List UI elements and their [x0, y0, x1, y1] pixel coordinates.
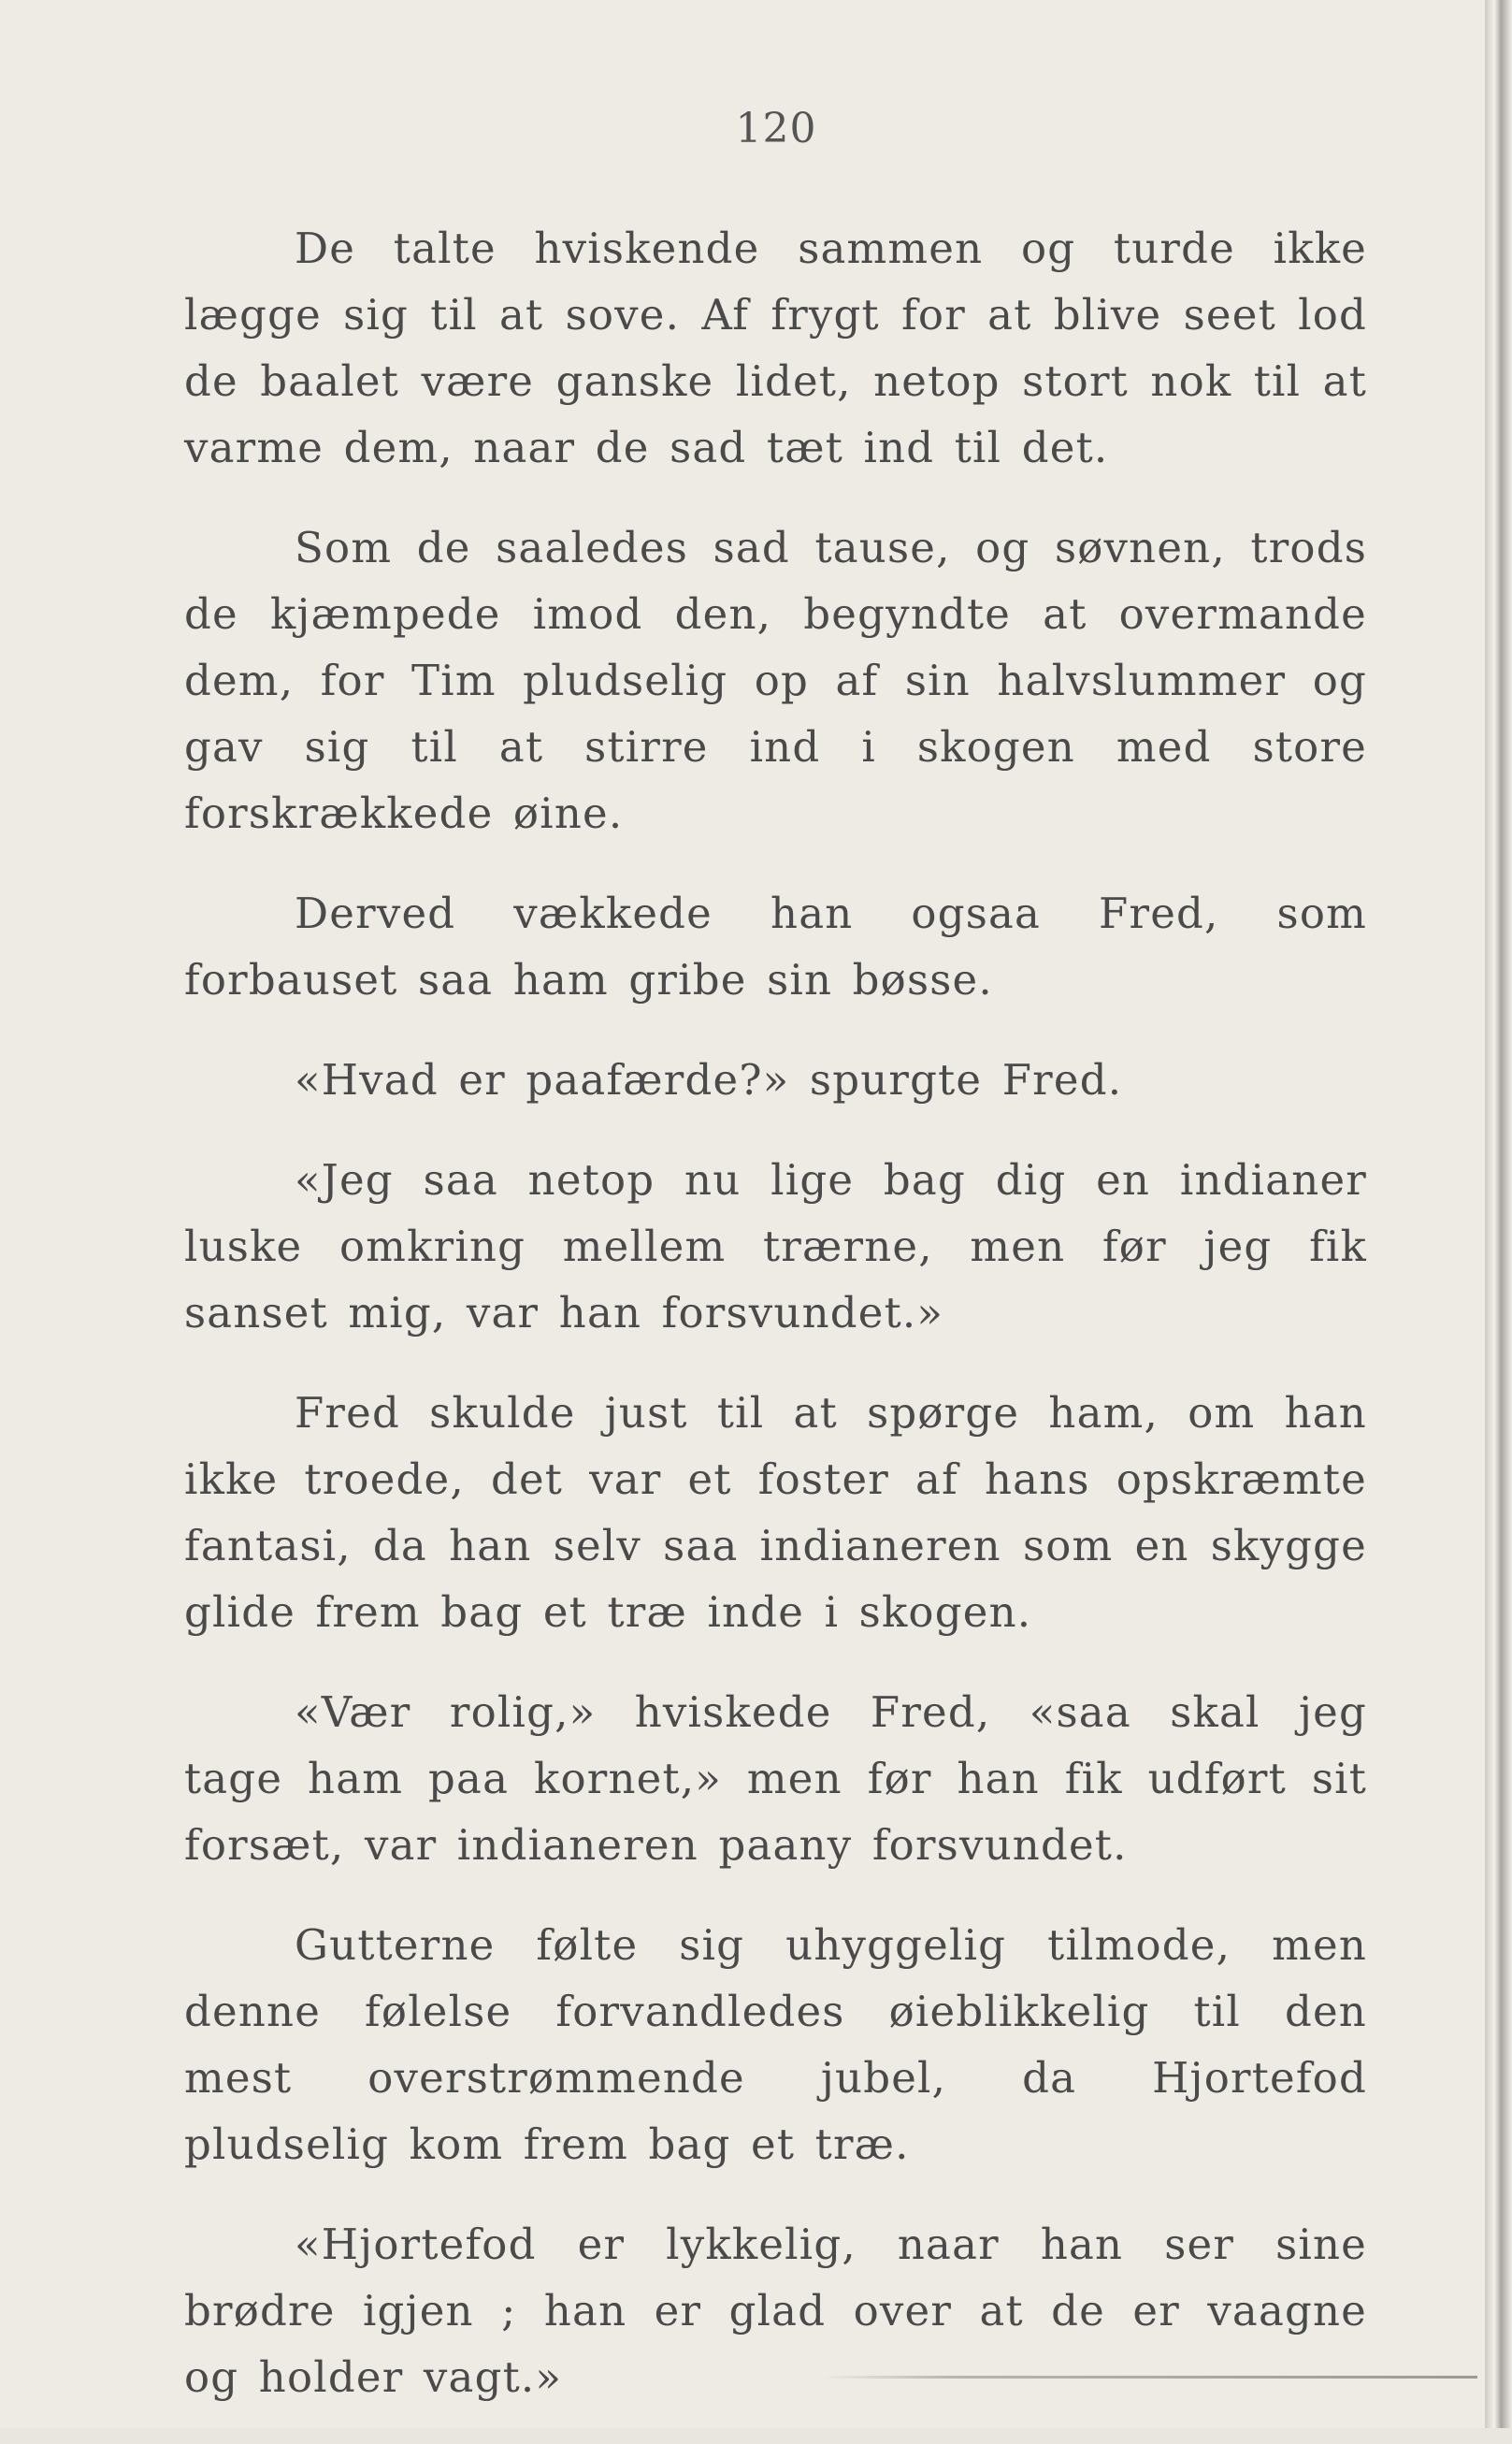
- paragraph: Derved vækkede han ogsaa Fred, som forbauset saa ham gribe sin bøsse.: [184, 889, 1367, 1005]
- paragraph: «Vær rolig,» hviskede Fred, «saa skal jeg tage ham paa kornet,» men før han fik udført sit forsæt, var indianeren paany forsvundet.: [184, 1687, 1367, 1870]
- paragraph: Som de saaledes sad tause, og søvnen, trods de kjæmpede imod den, begyndte at overmande dem, for Tim pludselig op af sin halvslummer og gav sig til at stirre ind i skogen med store forskrækkede øine.: [184, 523, 1367, 838]
- paragraph: Fred skulde just til at spørge ham, om han ikke troede, det var et foster af hans opskræmte fantasi, da han selv saa indianeren som en skygge glide frem bag et træ inde i skogen.: [184, 1388, 1367, 1637]
- paragraph: «Hvad er paafærde?» spurgte Fred.: [295, 1055, 1123, 1105]
- paragraph: De talte hviskende sammen og turde ikke lægge sig til at sove. Af frygt for at blive seet lod de baalet være ganske lidet, netop stort nok til at varme dem, naar de sad tæt ind til det.: [184, 224, 1367, 472]
- page-fold-line: [823, 2376, 1477, 2379]
- page-edge: [1485, 0, 1512, 2428]
- page-number: 120: [735, 105, 817, 152]
- paragraph: Gutterne følte sig uhyggelig tilmode, men denne følelse forvandledes øieblikkelig til den mest overstrømmende jubel, da Hjortefod pludselig kom frem bag et træ.: [184, 1920, 1367, 2169]
- body-text: [184, 215, 1367, 2444]
- paragraph: «Jeg saa netop nu lige bag dig en indianer luske omkring mellem trærne, men før jeg fik sanset mig, var han forsvundet.»: [184, 1155, 1367, 1338]
- paragraph: «Hjortefod er lykkelig, naar han ser sine brødre igjen ; han er glad over at de er vaagne og holder vagt.»: [184, 2220, 1367, 2402]
